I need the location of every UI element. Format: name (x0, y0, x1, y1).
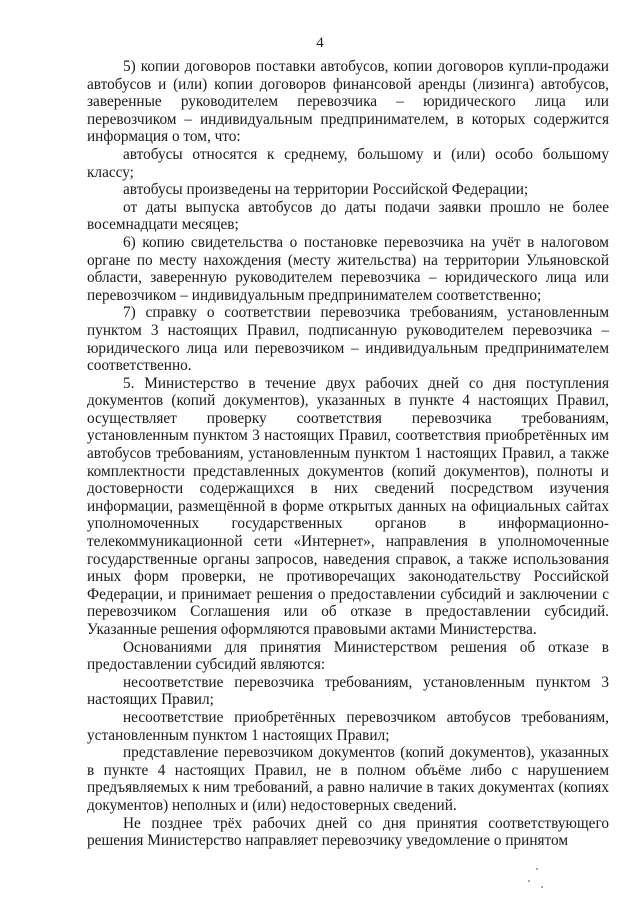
paragraph-refusal-grounds-intro: Основаниями для принятия Министерством решения об отказе в предоставлении субсидий являются: (87, 638, 609, 674)
document-body (87, 58, 609, 850)
paragraph-refusal-carrier: несоответствие перевозчика требованиям, установленным пунктом 3 настоящих Правил; (87, 673, 609, 709)
paragraph-notification: Не позднее трёх рабочих дней со дня принятия соответствующего решения Министерство направляет перевозчику уведомление о принятом (87, 814, 609, 850)
paragraph-bus-origin: автобусы произведены на территории Российской Федерации; (123, 181, 529, 199)
paragraph-refusal-buses: несоответствие приобретённых перевозчиком автобусов требованиям, установленным пунктом 1 настоящих Правил; (87, 708, 609, 744)
paragraph-bus-class: автобусы относятся к среднему, большому и (или) особо большому классу; (87, 145, 609, 181)
paragraph-section-5-review: 5. Министерство в течение двух рабочих дней со дня поступления документов (копий документов), указанных в пункте 4 настоящих Правил, осуществляет проверку соответствия перевозчика требованиям, установленным пунктом 3 настоящих Правил, соответствия приобретённых им автобусов требованиям, установленным пунктом 1 настоящих Правил, а также комплектности представленных документов (копий документов), полноты и достоверности содержащихся в них сведений посредством изучения информации, размещённой в форме открытых данных на официальных сайтах уполномоченных государственных органов в информационно-телекоммуникационной сети «Интернет», направления в уполномоченные государственные органы запросов, наведения справок, а также использования иных форм проверки, не противоречащих законодательству Российской Федерации, и принимает решения о предоставлении субсидий и заключении с перевозчиком Соглашения или об отказе в предоставлении субсидий. Указанные решения оформляются правовыми актами Министерства. (87, 374, 609, 638)
scan-speck (541, 886, 543, 888)
paragraph-item-5-contracts: 5) копии договоров поставки автобусов, копии договоров купли-продажи автобусов и (или) копии договоров финансовой аренды (лизинга) автобусов, заверенные руководителем перевозчика – юридического лица или перевозчиком – индивидуальным предпринимателем, в которых содержится информация о том, что: (87, 58, 609, 146)
paragraph-item-7-compliance-statement: 7) справку о соответствии перевозчика требованиям, установленным пунктом 3 настоящих Правил, подписанную руководителем перевозчика – юридического лица или перевозчиком – индивидуальным предпринимателем соответственно. (87, 304, 609, 375)
scan-speck (536, 868, 538, 870)
paragraph-bus-age: от даты выпуска автобусов до даты подачи заявки прошло не более восемнадцати месяцев; (87, 198, 609, 234)
page-number: 4 (316, 35, 324, 51)
scan-speck (528, 880, 530, 882)
paragraph-refusal-documents: представление перевозчиком документов (копий документов), указанных в пункте 4 настоящих Правил, не в полном объёме либо с нарушением предъявляемых к ним требований, а равно наличие в таких документах (копиях документов) неполных и (или) недостоверных сведений. (87, 744, 609, 814)
paragraph-item-6-tax-certificate: 6) копию свидетельства о постановке перевозчика на учёт в налоговом органе по месту нахождения (месту жительства) на территории Ульяновской области, заверенную руководителем перевозчика – юридического лица или перевозчиком – индивидуальным предпринимателем соответственно; (87, 233, 609, 304)
